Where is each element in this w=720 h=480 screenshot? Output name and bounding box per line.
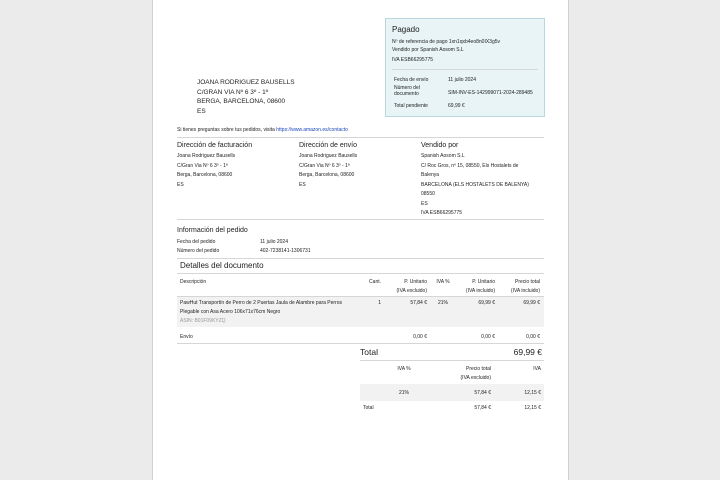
shipping-address xyxy=(299,141,357,190)
shipping-total: 0,00 € xyxy=(526,334,540,340)
payment-status: Pagado xyxy=(392,25,420,34)
col-description: Descripción xyxy=(180,279,207,285)
payment-vat: IVA ESB66295775 xyxy=(392,57,434,63)
item-vat: 21% xyxy=(437,300,448,306)
vat-summary-rate: 21% xyxy=(398,390,409,396)
seller-address xyxy=(421,141,529,219)
contact-link[interactable]: https://www.amazon.es/contacto xyxy=(276,127,348,133)
address-line: 08550 xyxy=(421,191,435,197)
address-line: C/ Roc Gros, nº 15, 08550, Els Hostalets de xyxy=(421,162,519,169)
address-line: ES xyxy=(299,181,306,188)
grand-total-label: Total xyxy=(360,347,378,357)
order-date-value: 11 julio 2024 xyxy=(260,239,288,245)
address-line: BARCELONA (ELS HOSTALETS DE BALENYA) xyxy=(421,181,529,188)
recipient-line: C/GRAN VIA Nº 6 3º - 1ª xyxy=(197,88,269,96)
col-unit-ex-sub: (IVA excluido) xyxy=(396,288,427,294)
vat-summary-total-net: 57,84 € xyxy=(474,405,491,411)
address-line: Spanish Aosom S.L xyxy=(421,153,465,159)
divider xyxy=(177,273,544,274)
address-line: IVA ESB66295775 xyxy=(421,210,463,216)
address-line: Joana Rodriguez Bausells xyxy=(177,153,236,159)
address-line: Berga, Barcelona, 08600 xyxy=(177,172,233,178)
contact-line xyxy=(177,127,348,133)
doc-number-value: SIM-INV-ES-142999071-2024-289485 xyxy=(448,90,533,96)
recipient-line: JOANA RODRIGUEZ BAUSELLS xyxy=(197,79,295,86)
vat-summary-net: 57,84 € xyxy=(474,390,491,396)
col-total-sub: (IVA incluido) xyxy=(510,288,540,294)
billing-address xyxy=(177,141,252,190)
shipping-label: Envío xyxy=(180,334,193,340)
divider xyxy=(177,219,544,220)
col-qty: Cant. xyxy=(369,279,381,285)
item-qty: 1 xyxy=(378,300,381,306)
vat-summary-net-sub: (IVA excluido) xyxy=(460,375,491,381)
divider xyxy=(177,137,544,138)
vat-summary-total-label: Total xyxy=(363,405,374,411)
item-description-line2: Plegable con Asa Acero 106x71x76cm Negro xyxy=(180,309,281,315)
item-asin: ASIN: B01F09KYZQ xyxy=(180,318,226,324)
col-unit-inc: P. Unitario xyxy=(472,279,495,285)
recipient-line: BERGA, BARCELONA, 08600 xyxy=(197,98,286,105)
vat-summary-vat-header: IVA xyxy=(533,366,541,372)
address-line: Berga, Barcelona, 08600 xyxy=(299,172,355,178)
order-number-label: Número del pedido xyxy=(177,248,220,254)
shipping-address-title: Dirección de envío xyxy=(299,142,357,149)
divider xyxy=(392,69,538,70)
order-date-label: Fecha del pedido xyxy=(177,239,216,245)
address-line: C/Gran Via Nº 6 3º - 1ª xyxy=(177,162,228,169)
col-total: Precio total xyxy=(514,279,540,285)
order-number-value: 402-7238141-1306731 xyxy=(260,248,311,254)
seller-address-title: Vendido por xyxy=(421,142,459,149)
invoice-page xyxy=(152,0,569,480)
item-total: 69,99 € xyxy=(523,300,540,306)
billing-address-title: Dirección de facturación xyxy=(177,142,253,149)
address-line: C/Gran Via Nº 6 3º - 1ª xyxy=(299,162,350,169)
vat-summary-rate-header: IVA % xyxy=(397,366,411,372)
vat-summary-total-vat: 12,15 € xyxy=(524,405,541,411)
grand-total-value: 69,99 € xyxy=(513,347,542,357)
item-unit-inc: 69,99 € xyxy=(478,300,495,306)
payment-reference: Nº de referencia de pago 1xn1qxb4eo8n0IX3g5v xyxy=(392,39,501,45)
recipient-line: ES xyxy=(197,107,206,115)
contact-text: Si tienes preguntas sobre tus pedidos, visita xyxy=(177,127,277,133)
col-vat: IVA % xyxy=(436,279,450,285)
item-description-line1: PawHut Transportín de Perro de 2 Puertas Jaula de Alambre para Perros xyxy=(180,300,343,306)
pending-total-value: 69,99 € xyxy=(448,103,465,109)
vat-summary-vat: 12,15 € xyxy=(524,390,541,396)
divider xyxy=(177,258,544,259)
address-line: ES xyxy=(421,200,428,207)
shipping-unit-inc: 0,00 € xyxy=(481,334,495,340)
payment-status-box xyxy=(385,18,545,117)
address-line: Balenya xyxy=(421,172,440,178)
item-unit-ex: 57,84 € xyxy=(410,300,427,306)
address-line: ES xyxy=(177,181,184,188)
ship-date-label: Fecha de envío xyxy=(394,77,429,83)
order-info-title: Información del pedido xyxy=(177,227,248,234)
recipient-address xyxy=(197,78,295,116)
doc-number-label: Número del documento xyxy=(394,85,420,97)
col-unit-ex: P. Unitario xyxy=(404,279,427,285)
shipping-unit-ex: 0,00 € xyxy=(413,334,427,340)
payment-seller: Vendido por Spanish Aosom S.L xyxy=(392,47,464,53)
divider xyxy=(177,343,544,344)
address-line: Joana Rodriguez Bausells xyxy=(299,153,358,159)
divider xyxy=(360,360,544,361)
vat-summary-net-header: Precio total xyxy=(465,366,491,372)
details-title: Detalles del documento xyxy=(180,261,264,270)
ship-date-value: 11 julio 2024 xyxy=(448,77,476,83)
col-unit-inc-sub: (IVA incluido) xyxy=(465,288,495,294)
pending-total-label: Total pendiente xyxy=(394,103,428,109)
